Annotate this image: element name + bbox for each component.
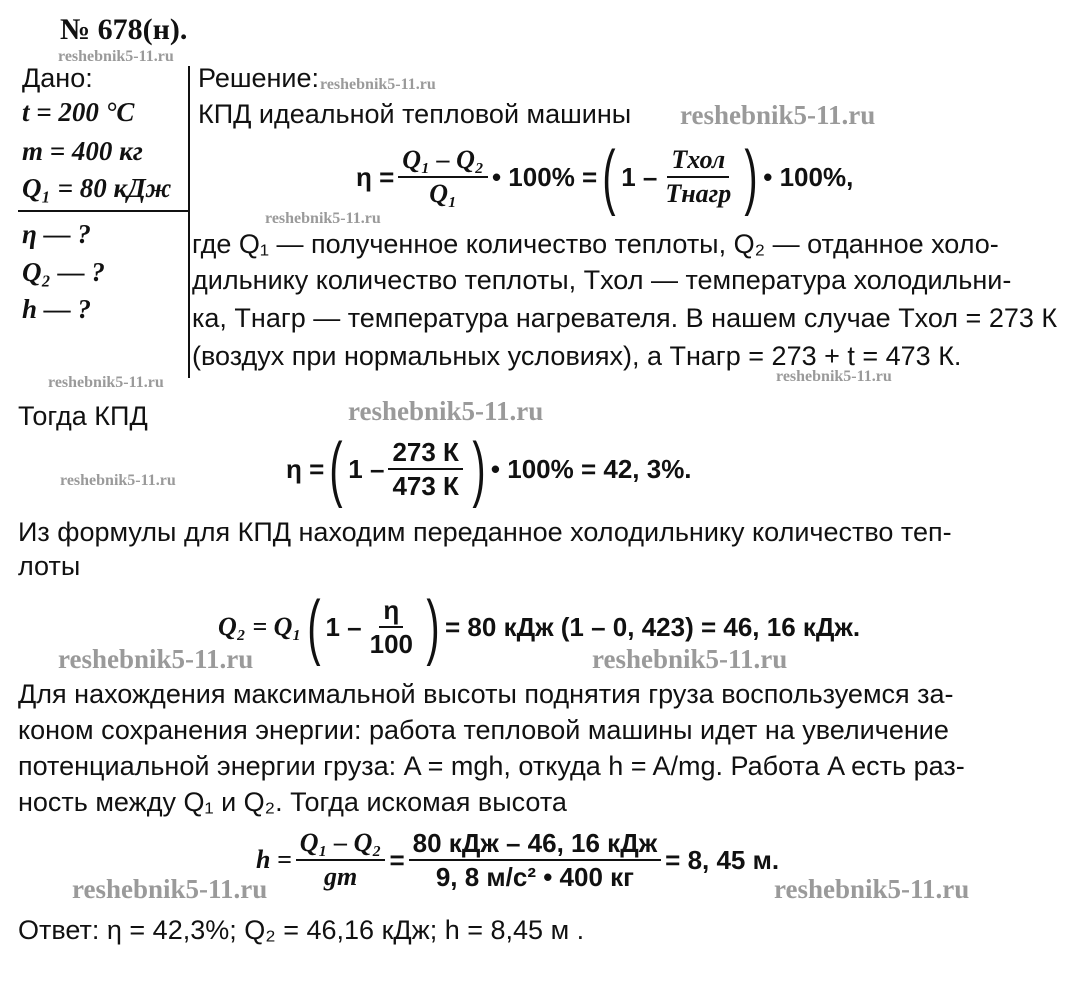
formula-lhs: Q₂ = Q₁: [218, 612, 302, 641]
numerator: 273 К: [388, 438, 462, 470]
numerator: Tхол: [667, 146, 729, 178]
formula-kpd-value: [286, 424, 692, 514]
given-mass: m = 400 кг: [22, 136, 143, 166]
formula-tail: = 80 кДж (1 – 0, 423) = 46, 16 кДж.: [445, 611, 861, 642]
fraction: [398, 146, 488, 208]
watermark: reshebnik5-11.ru: [58, 644, 254, 674]
formula-lhs: η =: [286, 453, 325, 484]
fraction: [409, 829, 662, 891]
numerator: Q₁ – Q₂: [398, 146, 488, 178]
left-paren: (: [602, 137, 616, 217]
watermark: reshebnik5-11.ru: [320, 76, 436, 93]
right-paren: ): [472, 429, 486, 509]
fraction: [388, 438, 462, 500]
one-minus: 1 –: [348, 453, 385, 484]
watermark: reshebnik5-11.ru: [265, 210, 381, 227]
watermark: reshebnik5-11.ru: [592, 644, 788, 674]
given-separator: [188, 66, 190, 378]
left-paren: (: [329, 429, 343, 509]
denominator: 473 К: [392, 471, 459, 501]
one-minus: 1 –: [621, 161, 658, 192]
text-line: где Q₁ — полученное количество теплоты, Q₂ — отданное холо-: [192, 229, 999, 259]
numerator: Q₁ – Q₂: [296, 829, 386, 861]
denominator: 9, 8 м/с² • 400 кг: [435, 862, 634, 892]
formula-mid: • 100% =: [491, 161, 598, 192]
denominator: gm: [324, 862, 358, 891]
numerator: η: [379, 596, 403, 628]
watermark: reshebnik5-11.ru: [776, 368, 892, 385]
text-line: Из формулы для КПД находим переданное холодильнику количество теп-: [18, 517, 952, 547]
watermark: reshebnik5-11.ru: [348, 396, 544, 426]
find-item: Q₂ — ?: [22, 257, 105, 287]
denominator: Q₁: [429, 179, 458, 208]
equals: =: [389, 844, 405, 875]
text-line: дильнику количество теплоты, Tхол — температура холодильни-: [192, 265, 1012, 295]
given-heat: Q₁ = 80 кДж: [22, 173, 172, 203]
watermark: reshebnik5-11.ru: [60, 472, 176, 489]
formula-tail: • 100%,: [763, 161, 854, 192]
watermark: reshebnik5-11.ru: [680, 100, 876, 130]
watermark: reshebnik5-11.ru: [774, 874, 970, 904]
text-line: лоты: [18, 551, 81, 581]
text-line: ка, Tнагр — температура нагревателя. В нашем случае Tхол = 273 К: [192, 303, 1058, 333]
fraction: [366, 596, 417, 658]
given-temperature: t = 200 °C: [22, 97, 135, 127]
denominator: Tнагр: [665, 179, 732, 208]
given-divider: [18, 210, 190, 212]
text-line: ность между Q₁ и Q₂. Тогда искомая высота: [18, 787, 567, 817]
one-minus: 1 –: [325, 611, 362, 642]
numerator: 80 кДж – 46, 16 кДж: [409, 829, 662, 861]
find-item: η — ?: [22, 219, 91, 249]
watermark: reshebnik5-11.ru: [48, 374, 164, 391]
formula-lhs: h =: [256, 845, 292, 874]
problem-number: № 678(н).: [60, 13, 188, 46]
watermark: reshebnik5-11.ru: [58, 48, 174, 65]
formula-lhs: η =: [356, 161, 395, 192]
answer: Ответ: η = 42,3%; Q₂ = 46,16 кДж; h = 8,45 м .: [18, 915, 585, 945]
given-title: Дано:: [22, 63, 93, 93]
formula-height: [256, 820, 779, 900]
text-line: коном сохранения энергии: работа тепловой машины идет на увеличение: [18, 715, 949, 745]
formula-efficiency: [356, 132, 853, 222]
then-kpd: Тогда КПД: [18, 401, 148, 431]
right-paren: ): [426, 587, 440, 667]
efficiency-intro: КПД идеальной тепловой машины: [198, 99, 632, 129]
text-line: потенциальной энергии груза: A = mgh, откуда h = A/mg. Работа A есть раз-: [18, 751, 965, 781]
fraction: [661, 146, 735, 208]
right-paren: ): [744, 137, 758, 217]
formula-tail: = 8, 45 м.: [665, 844, 780, 875]
watermark: reshebnik5-11.ru: [72, 874, 268, 904]
denominator: 100: [369, 629, 414, 659]
find-item: h — ?: [22, 294, 92, 324]
left-paren: (: [306, 587, 321, 667]
text-line: (воздух при нормальных условиях), а Tнагр = 273 + t = 473 К.: [192, 341, 962, 371]
text-line: Для нахождения максимальной высоты поднятия груза воспользуемся за-: [18, 679, 954, 709]
fraction: [296, 829, 386, 891]
formula-tail: • 100% = 42, 3%.: [490, 453, 692, 484]
solution-title: Решение:: [198, 63, 320, 93]
